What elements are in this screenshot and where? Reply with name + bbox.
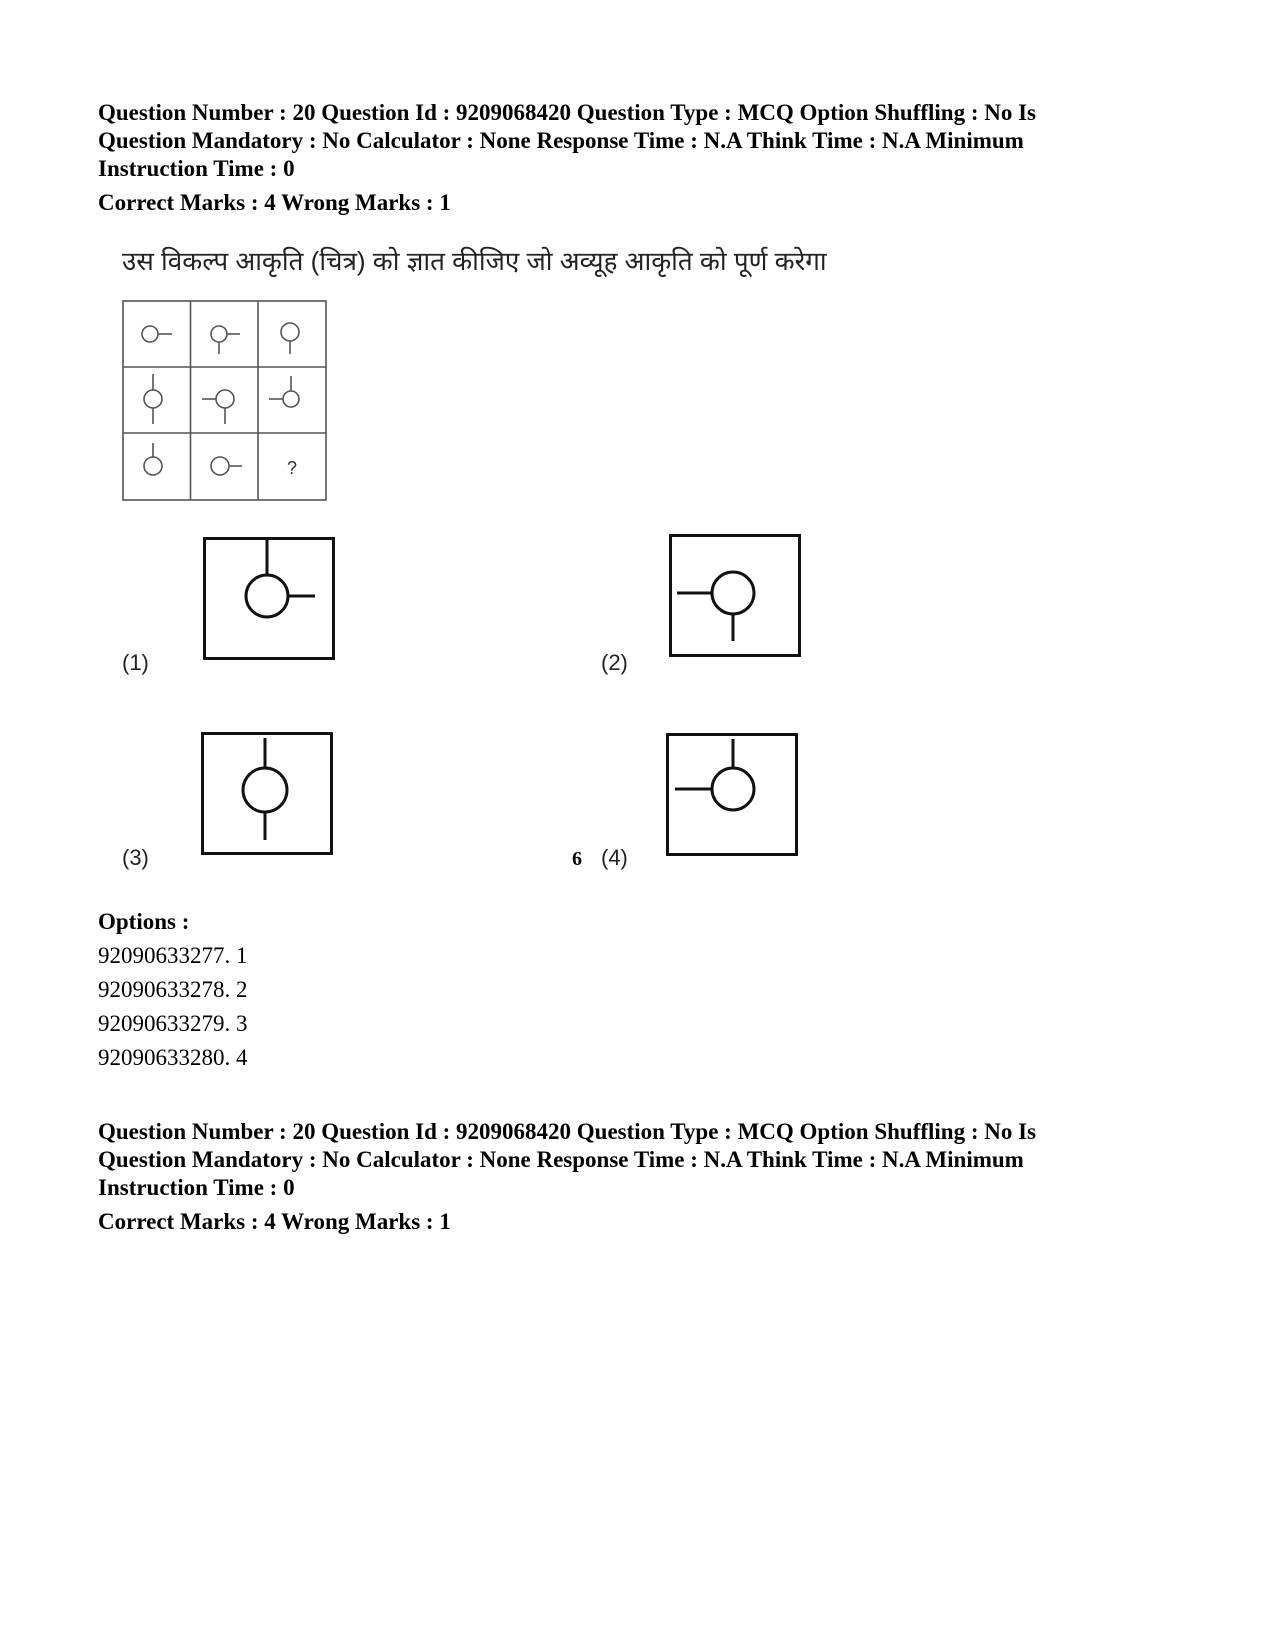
option-figure-2 — [669, 534, 801, 657]
option-figure-4 — [666, 733, 798, 856]
meta-line-3: Instruction Time : 0 — [98, 1175, 295, 1200]
option-figure-3 — [201, 732, 333, 855]
matrix-missing: ? — [286, 458, 298, 478]
cell-r2c2 — [202, 390, 234, 424]
option-figure-1 — [203, 537, 335, 660]
meta-line-2: Question Mandatory : No Calculator : None Response Time : N.A Think Time : N.A Minimum — [98, 1147, 1024, 1172]
figure-label-1: (1) — [122, 650, 149, 675]
meta-line-2: Question Mandatory : No Calculator : None Response Time : N.A Think Time : N.A Minimum — [98, 128, 1024, 153]
options-section — [98, 905, 248, 1075]
matrix-svg — [122, 300, 327, 501]
next-question-meta — [98, 1118, 1178, 1236]
meta-line-1: Question Number : 20 Question Id : 9209068420 Question Type : MCQ Option Shuffling : No Is — [98, 1119, 1037, 1144]
cell-r3c1 — [144, 443, 162, 475]
marks-line: Correct Marks : 4 Wrong Marks : 1 — [98, 1209, 451, 1234]
question-meta — [98, 99, 1178, 217]
option-item-4[interactable]: 92090633280. 4 — [98, 1045, 248, 1070]
options-title: Options : — [98, 909, 190, 934]
meta-line-3: Instruction Time : 0 — [98, 156, 295, 181]
cell-r1c2 — [211, 326, 240, 354]
marks-line: Correct Marks : 4 Wrong Marks : 1 — [98, 190, 451, 215]
option-item-1[interactable]: 92090633277. 1 — [98, 943, 248, 968]
cell-r2c1 — [144, 374, 162, 424]
page-number: 6 — [572, 848, 582, 870]
cell-r3c2 — [211, 457, 242, 475]
option-item-2[interactable]: 92090633278. 2 — [98, 977, 248, 1002]
figure-label-3: (3) — [122, 845, 149, 870]
cell-r1c3 — [281, 323, 299, 354]
meta-line-1: Question Number : 20 Question Id : 9209068420 Question Type : MCQ Option Shuffling : No Is — [98, 100, 1037, 125]
figure-matrix — [122, 300, 327, 501]
figure-label-2: (2) — [601, 650, 628, 675]
options-list — [98, 939, 248, 1075]
question-text: उस विकल्प आकृति (चित्र) को ज्ञात कीजिए जो अव्यूह आकृति को पूर्ण करेगा — [122, 246, 827, 276]
option-item-3[interactable]: 92090633279. 3 — [98, 1011, 248, 1036]
cell-r2c3 — [269, 376, 299, 407]
figure-label-4: (4) — [601, 845, 628, 870]
cell-r1c1 — [142, 326, 172, 342]
